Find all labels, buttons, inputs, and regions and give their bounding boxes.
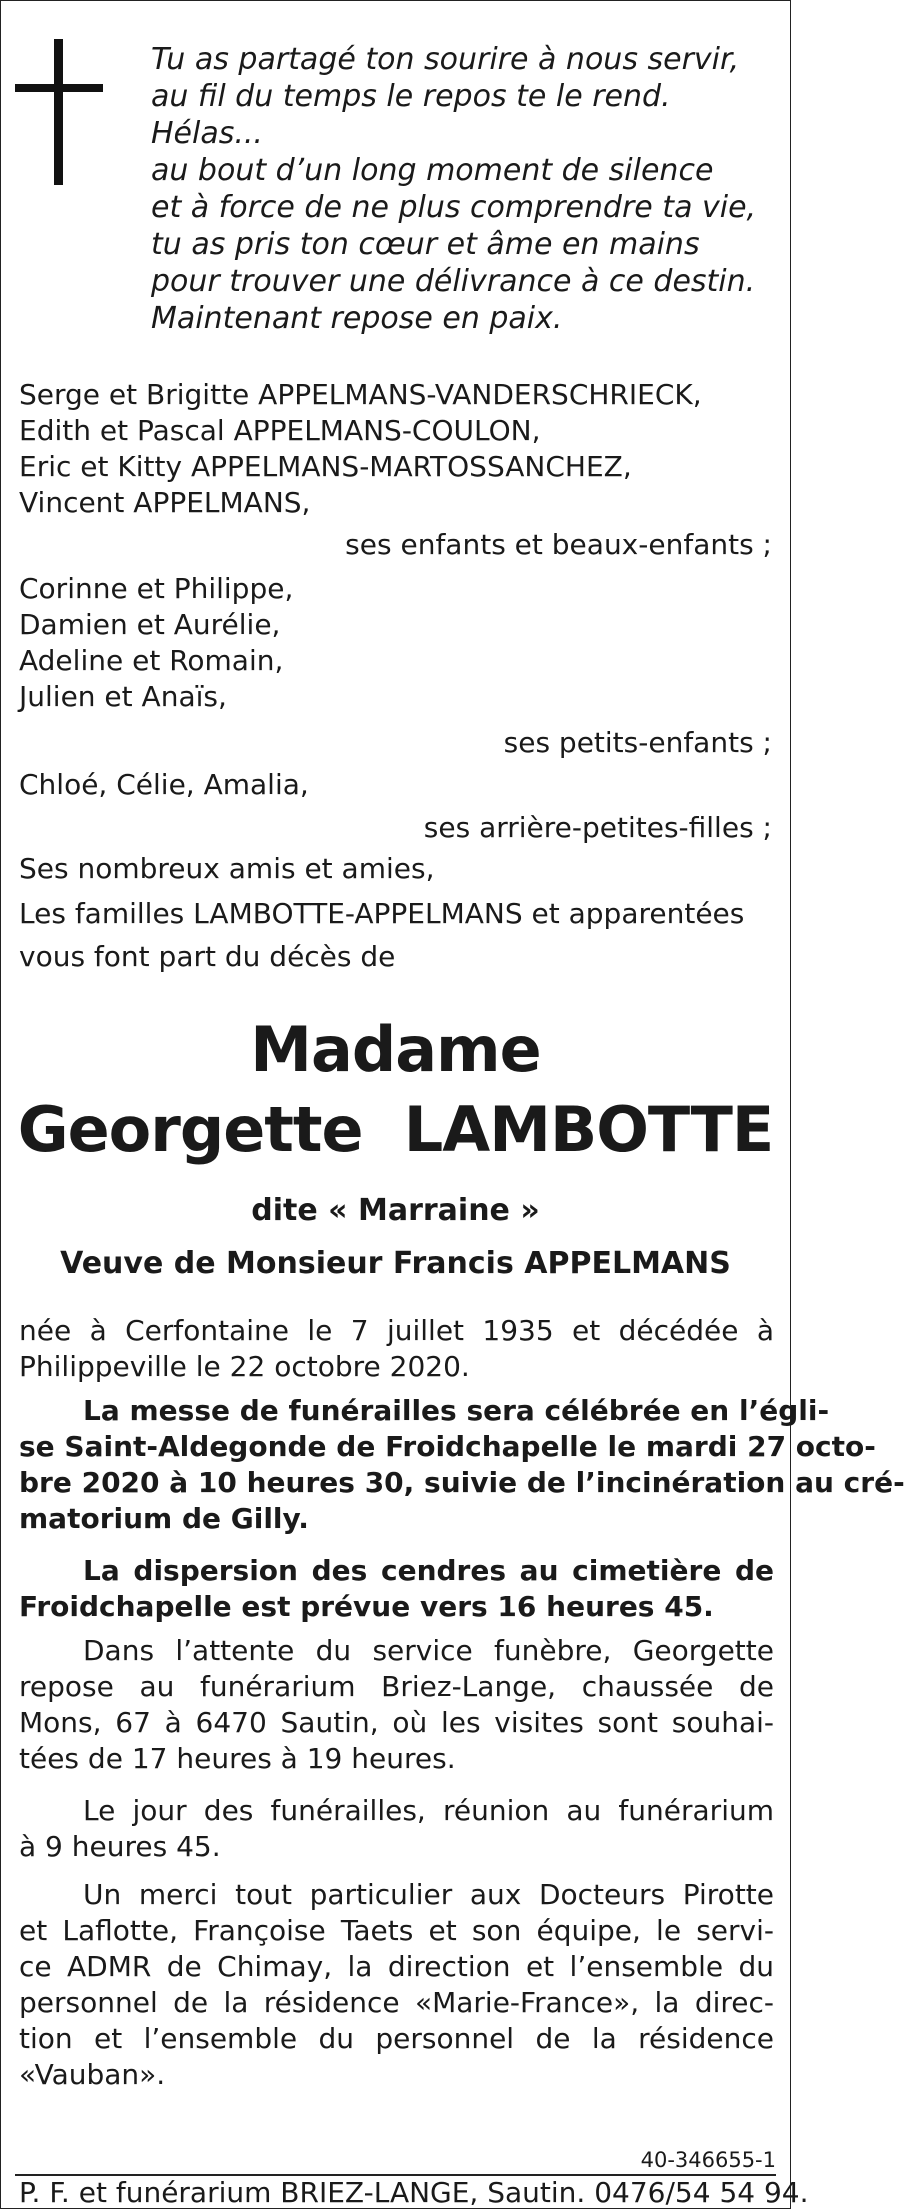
deceased-title: Madame — [250, 1013, 541, 1086]
great-grandchildren-caption: ses arrière-petites-filles ; — [423, 811, 772, 844]
poem-line: Maintenant repose en paix. — [151, 301, 563, 336]
family-line: Eric et Kitty APPELMANS-MARTOSSANCHEZ, — [19, 450, 632, 483]
poem-line: Hélas... — [151, 116, 263, 151]
gathering-paragraph — [19, 1793, 774, 1865]
family-line: Edith et Pascal APPELMANS-COULON, — [19, 414, 541, 447]
family-line: Julien et Anaïs, — [19, 680, 227, 713]
text-line: repose au funérarium Briez-Lange, chaussée de — [19, 1670, 774, 1703]
text-line: se Saint-Aldegonde de Froidchapelle le mardi 27 octo- — [19, 1430, 876, 1463]
text-line: ce ADMR de Chimay, la direction et l’ensemble du — [19, 1950, 774, 1983]
funeral-mass-paragraph — [19, 1393, 905, 1537]
visitation-paragraph — [19, 1633, 774, 1777]
poem-line: au fil du temps le repos te le rend. — [151, 79, 671, 114]
family-line: Damien et Aurélie, — [19, 608, 281, 641]
widow-of: Veuve de Monsieur Francis APPELMANS — [60, 1246, 731, 1281]
poem-line: pour trouver une délivrance à ce destin. — [151, 264, 756, 299]
text-line: La dispersion des cendres au cimetière de — [83, 1554, 774, 1587]
text-line: Dans l’attente du service funèbre, Georgette — [83, 1634, 774, 1667]
text-line: La messe de funérailles sera célébrée en l’égli- — [83, 1394, 830, 1427]
deceased-nickname: dite « Marraine » — [251, 1193, 540, 1228]
families-line: Les familles LAMBOTTE-APPELMANS et apparentées — [19, 897, 745, 930]
great-grandchildren: Chloé, Célie, Amalia, — [19, 768, 309, 801]
ashes-paragraph — [19, 1553, 774, 1625]
thanks-paragraph — [19, 1877, 774, 2093]
poem-line: et à force de ne plus comprendre ta vie, — [151, 190, 757, 225]
text-line: bre 2020 à 10 heures 30, suivie de l’incinération au cré- — [19, 1466, 905, 1499]
text-line: née à Cerfontaine le 7 juillet 1935 et décédée à — [19, 1314, 774, 1347]
announcement-line: vous font part du décès de — [19, 940, 396, 973]
family-grandchildren — [19, 571, 293, 715]
reference-number: 40-346655-1 — [640, 2148, 776, 2172]
poem-line: Tu as partagé ton sourire à nous servir, — [151, 42, 740, 77]
poem — [151, 41, 756, 337]
text-line: Froidchapelle est prévue vers 16 heures 45. — [19, 1590, 714, 1623]
birth-paragraph — [19, 1313, 774, 1385]
family-line: Adeline et Romain, — [19, 644, 284, 677]
text-line: Le jour des funérailles, réunion au funérarium — [83, 1794, 774, 1827]
text-line: Philippeville le 22 octobre 2020. — [19, 1350, 470, 1383]
family-line: Serge et Brigitte APPELMANS-VANDERSCHRIECK, — [19, 378, 702, 411]
friends-line: Ses nombreux amis et amies, — [19, 852, 435, 885]
text-line: à 9 heures 45. — [19, 1830, 221, 1863]
poem-line: tu as pris ton cœur et âme en mains — [151, 227, 700, 262]
poem-line: au bout d’un long moment de silence — [151, 153, 714, 188]
family-line: Vincent APPELMANS, — [19, 486, 311, 519]
text-line: «Vauban». — [19, 2058, 166, 2091]
text-line: personnel de la résidence «Marie-France», la direc- — [19, 1986, 774, 2019]
grandchildren-caption: ses petits-enfants ; — [503, 726, 772, 759]
funeral-home-footer: P. F. et funérarium BRIEZ-LANGE, Sautin. 0476/54 54 94. — [19, 2176, 809, 2209]
family-children — [19, 377, 702, 521]
text-line: tées de 17 heures à 19 heures. — [19, 1742, 456, 1775]
text-line: et Laflotte, Françoise Taets et son équipe, le servi- — [19, 1914, 774, 1947]
text-line: tion et l’ensemble du personnel de la résidence — [19, 2022, 774, 2055]
cross-icon — [15, 39, 103, 185]
deceased-name: Georgette LAMBOTTE — [17, 1093, 774, 1166]
text-line: Un merci tout particulier aux Docteurs Pirotte — [83, 1878, 774, 1911]
family-line: Corinne et Philippe, — [19, 572, 294, 605]
text-line: Mons, 67 à 6470 Sautin, où les visites sont souhai- — [19, 1706, 774, 1739]
children-caption: ses enfants et beaux-enfants ; — [345, 528, 772, 561]
text-line: matorium de Gilly. — [19, 1502, 309, 1535]
